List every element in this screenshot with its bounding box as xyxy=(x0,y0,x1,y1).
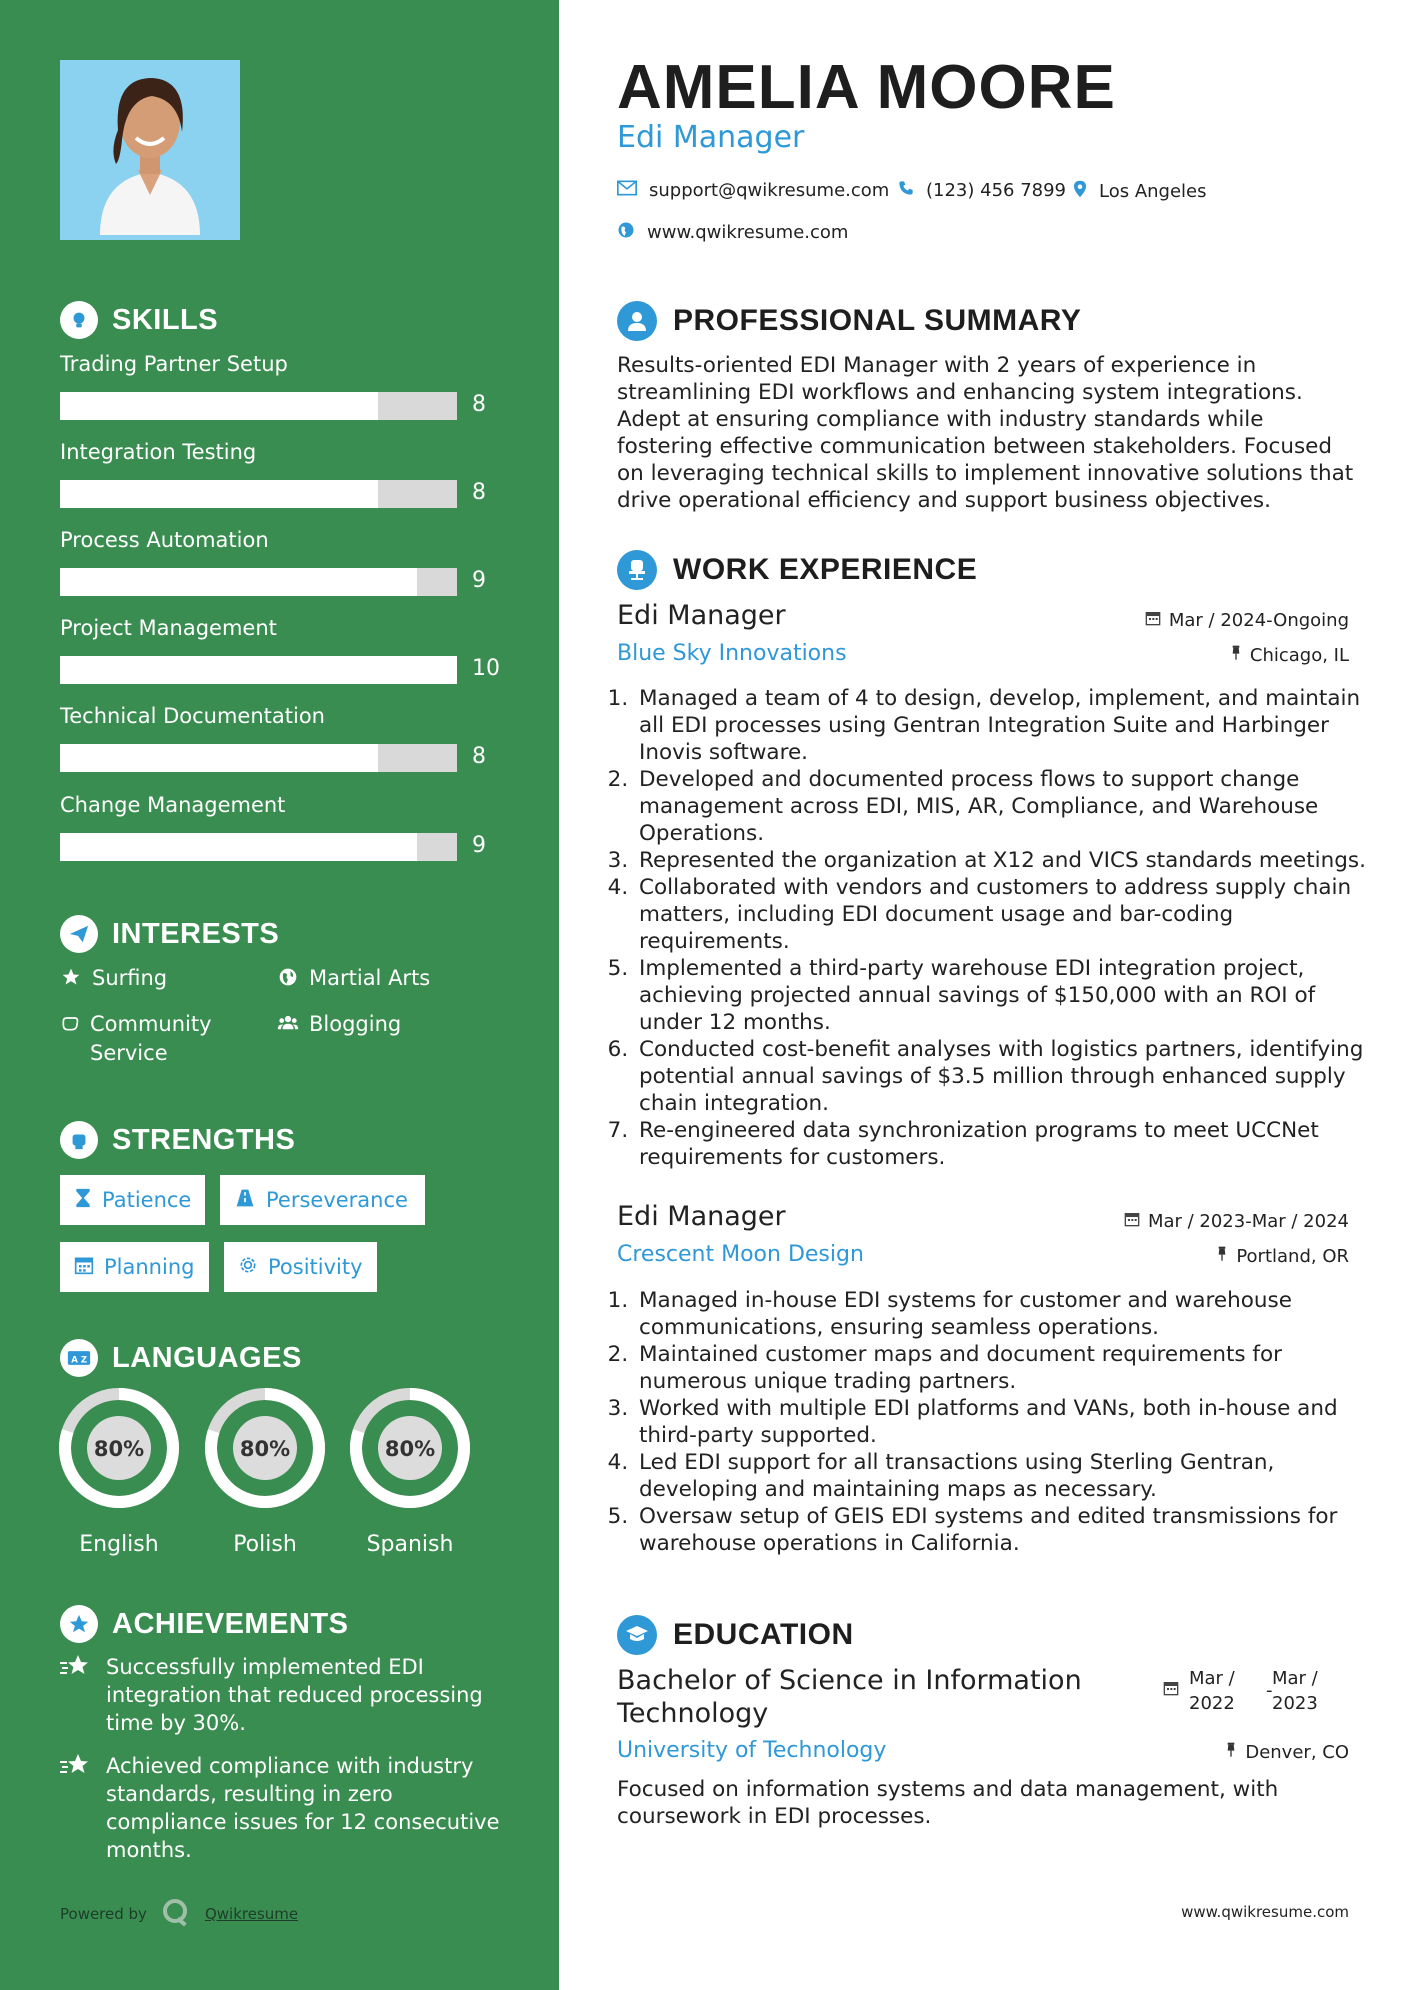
skill-bar xyxy=(60,833,457,861)
job-location xyxy=(1216,1246,1349,1267)
strength-label: Patience xyxy=(102,1188,192,1212)
experience-title: WORK EXPERIENCE xyxy=(673,553,978,586)
summary-title: PROFESSIONAL SUMMARY xyxy=(673,304,1082,337)
language-ring xyxy=(203,1386,327,1510)
language-item xyxy=(57,1386,181,1557)
skill-bar-fill xyxy=(60,568,417,596)
job-company: Crescent Moon Design xyxy=(617,1242,864,1267)
pushpin-icon xyxy=(1216,1246,1228,1267)
strength-chip xyxy=(60,1175,205,1225)
skill-name: Integration Testing xyxy=(60,440,257,464)
skill-value: 9 xyxy=(472,833,486,858)
calendar-icon xyxy=(1124,1211,1140,1232)
phone-text: (123) 456 7899 xyxy=(926,180,1067,201)
sidebar xyxy=(0,0,559,1990)
education-heading xyxy=(617,1615,854,1655)
responsibility-item: 4. Led EDI support for all transactions using Sterling Gentran, developing and maintaining maps as necessary. xyxy=(635,1449,1375,1503)
star-badge-icon xyxy=(60,1605,98,1643)
job-dates xyxy=(1124,1211,1349,1232)
responsibility-item: 3. Represented the organization at X12 and VICS standards meetings. xyxy=(635,847,1375,874)
language-percent: 80% xyxy=(93,1437,145,1461)
interest-label: Community Service xyxy=(90,1012,212,1065)
responsibility-item: 1. Managed in-house EDI systems for customer and warehouse communications, ensuring seamless operations. xyxy=(635,1287,1375,1341)
skill-name: Project Management xyxy=(60,616,277,640)
user-icon xyxy=(617,301,657,341)
language-percent: 80% xyxy=(384,1437,436,1461)
language-item xyxy=(348,1386,472,1557)
summary-heading xyxy=(617,301,1081,341)
skills-title: SKILLS xyxy=(112,303,219,336)
job-location xyxy=(1230,645,1349,666)
star-icon xyxy=(60,964,82,993)
job-title: Edi Manager xyxy=(617,600,786,631)
strengths-title: STRENGTHS xyxy=(112,1123,296,1156)
achievement-text: Successfully implemented EDI integration that reduced processing time by 30%. xyxy=(106,1655,483,1735)
language-name: Polish xyxy=(233,1532,297,1557)
responsibility-item: 6. Conducted cost-benefit analyses with logistics partners, identifying potential annual savings of $3.5 million through enhanced supply chain integration. xyxy=(635,1036,1375,1117)
interest-item xyxy=(277,1010,401,1039)
qwikresume-logo-icon xyxy=(161,1897,191,1931)
phone-icon xyxy=(898,180,914,201)
language-item xyxy=(203,1386,327,1557)
skill-bar-fill xyxy=(60,833,417,861)
calendar-icon xyxy=(1163,1680,1179,1700)
language-name: English xyxy=(79,1532,159,1557)
profile-photo xyxy=(60,60,240,240)
summary-text: Results-oriented EDI Manager with 2 years of experience in streamlining EDI workflows and enhancing system integrations. Adept at ensuring compliance with industry standards while fostering effective communication between stakeholders. Focused on leveraging technical skills to implement innovative solutions that drive operational efficiency and support business objectives. xyxy=(617,353,1354,513)
skill-bar-fill xyxy=(60,480,378,508)
language-name: Spanish xyxy=(366,1532,454,1557)
office-chair-icon xyxy=(617,550,657,590)
hourglass-icon xyxy=(74,1188,92,1213)
road-icon xyxy=(234,1188,256,1213)
education-description: Focused on information systems and data management, with coursework in EDI processes. xyxy=(617,1777,1279,1829)
skill-name: Process Automation xyxy=(60,528,269,552)
achievement-text: Achieved compliance with industry standards, resulting in zero compliance issues for 12 consecutive months. xyxy=(106,1754,500,1862)
pushpin-icon xyxy=(1230,645,1242,666)
degree-title: Bachelor of Science in Information Technology xyxy=(617,1665,1082,1729)
calendar-icon xyxy=(1145,610,1161,631)
email-text[interactable]: support@qwikresume.com xyxy=(649,180,890,201)
achievement-item xyxy=(60,1653,500,1737)
responsibility-item: 2. Developed and documented process flows to support change management across EDI, MIS, AR, Compliance, and Warehouse Operations. xyxy=(635,766,1375,847)
strength-chip xyxy=(224,1242,377,1292)
education-location xyxy=(1225,1742,1349,1763)
education-title: EDUCATION xyxy=(673,1618,854,1651)
interest-label: Surfing xyxy=(92,966,168,990)
interest-item xyxy=(60,964,167,993)
languages-title: LANGUAGES xyxy=(112,1341,302,1374)
job-responsibilities xyxy=(617,685,1375,1171)
skill-bar-fill xyxy=(60,656,457,684)
contact-phone xyxy=(898,180,1066,201)
responsibility-item: 4. Collaborated with vendors and customers to address supply chain matters, including EDI document usage and bar-coding requirements. xyxy=(635,874,1375,955)
skill-bar xyxy=(60,392,457,420)
achievement-star-icon xyxy=(60,1752,92,1864)
contact-location xyxy=(1073,180,1207,203)
job-location-text: Chicago, IL xyxy=(1249,645,1349,666)
skill-value: 9 xyxy=(472,568,486,593)
achievements-title: ACHIEVEMENTS xyxy=(112,1607,349,1640)
skill-bar xyxy=(60,480,457,508)
responsibility-item: 5. Oversaw setup of GEIS EDI systems and edited transmissions for warehouse operations in California. xyxy=(635,1503,1375,1557)
responsibility-item: 1. Managed a team of 4 to design, develop, implement, and maintain all EDI processes using Gentran Integration Suite and Harbinger Inovis software. xyxy=(635,685,1375,766)
paper-plane-icon xyxy=(60,915,98,953)
hand-icon xyxy=(60,1010,80,1068)
gear-icon xyxy=(238,1255,258,1280)
language-ring xyxy=(57,1386,181,1510)
translate-icon xyxy=(60,1339,98,1377)
job-responsibilities xyxy=(617,1287,1375,1557)
skill-bar xyxy=(60,744,457,772)
responsibility-item: 5. Implemented a third-party warehouse EDI integration project, achieving projected annual savings of $150,000 with an ROI of under 12 months. xyxy=(635,955,1375,1036)
language-percent: 80% xyxy=(239,1437,291,1461)
job-company: Blue Sky Innovations xyxy=(617,641,847,666)
graduation-cap-icon xyxy=(617,1615,657,1655)
job-title: Edi Manager xyxy=(617,1201,786,1232)
interests-heading xyxy=(60,915,279,953)
skill-name: Technical Documentation xyxy=(60,704,325,728)
globe-icon xyxy=(617,221,635,244)
fist-icon xyxy=(60,1121,98,1159)
skill-value: 8 xyxy=(472,744,486,769)
interest-label: Martial Arts xyxy=(309,966,431,990)
users-icon xyxy=(277,1010,299,1039)
powered-by xyxy=(60,1897,298,1931)
education-end: Mar / 2023 xyxy=(1272,1668,1318,1714)
contact-email xyxy=(617,180,889,201)
footer-website[interactable]: www.qwikresume.com xyxy=(1181,1903,1349,1921)
skill-value: 8 xyxy=(472,392,486,417)
lightbulb-icon xyxy=(60,301,98,339)
experience-heading xyxy=(617,550,977,590)
website-text[interactable]: www.qwikresume.com xyxy=(647,222,849,243)
school-name: University of Technology xyxy=(617,1738,887,1763)
responsibility-item: 7. Re-engineered data synchronization programs to meet UCCNet requirements for customers. xyxy=(635,1117,1375,1171)
skill-value: 10 xyxy=(472,656,500,681)
job-dates xyxy=(1145,610,1349,631)
strength-chip xyxy=(60,1242,209,1292)
skill-bar xyxy=(60,568,457,596)
responsibility-item: 2. Maintained customer maps and document requirements for numerous unique trading partners. xyxy=(635,1341,1375,1395)
job-dates-text: Mar / 2023-Mar / 2024 xyxy=(1147,1211,1349,1232)
globe-icon xyxy=(277,964,299,993)
candidate-name: AMELIA MOORE xyxy=(617,53,1116,122)
education-date-separator: - xyxy=(1266,1680,1273,1701)
calendar-icon xyxy=(74,1255,94,1280)
svg-text:A Z: A Z xyxy=(71,1355,88,1366)
strengths-heading xyxy=(60,1121,295,1159)
contact-website xyxy=(617,221,848,244)
powered-by-label: Powered by xyxy=(60,1905,147,1923)
strength-label: Planning xyxy=(104,1255,195,1279)
skill-bar xyxy=(60,656,457,684)
pushpin-icon xyxy=(1225,1742,1237,1763)
language-ring xyxy=(348,1386,472,1510)
location-text: Los Angeles xyxy=(1099,181,1207,202)
interests-title: INTERESTS xyxy=(112,917,280,950)
skill-bar-fill xyxy=(60,744,378,772)
candidate-title: Edi Manager xyxy=(617,120,805,155)
envelope-icon xyxy=(617,180,637,201)
achievements-heading xyxy=(60,1605,348,1643)
map-pin-icon xyxy=(1073,180,1087,203)
skill-bar-fill xyxy=(60,392,378,420)
strength-chip xyxy=(220,1175,425,1225)
job-dates-text: Mar / 2024-Ongoing xyxy=(1168,610,1349,631)
strength-label: Positivity xyxy=(268,1255,363,1279)
strength-label: Perseverance xyxy=(266,1188,408,1212)
education-location-text: Denver, CO xyxy=(1245,1742,1349,1763)
interest-item xyxy=(277,964,430,993)
skill-name: Change Management xyxy=(60,793,286,817)
skill-value: 8 xyxy=(472,480,486,505)
skill-name: Trading Partner Setup xyxy=(60,352,288,376)
job-location-text: Portland, OR xyxy=(1236,1246,1349,1267)
education-start: Mar / 2022 xyxy=(1189,1668,1235,1714)
interest-label: Blogging xyxy=(309,1012,402,1036)
interest-item xyxy=(60,1010,250,1068)
qwikresume-link[interactable]: Qwikresume xyxy=(204,1905,299,1923)
achievement-star-icon xyxy=(60,1653,92,1737)
skills-heading xyxy=(60,301,218,339)
languages-heading xyxy=(60,1339,302,1377)
responsibility-item: 3. Worked with multiple EDI platforms and VANs, both in-house and third-party supported. xyxy=(635,1395,1375,1449)
achievement-item xyxy=(60,1752,500,1864)
